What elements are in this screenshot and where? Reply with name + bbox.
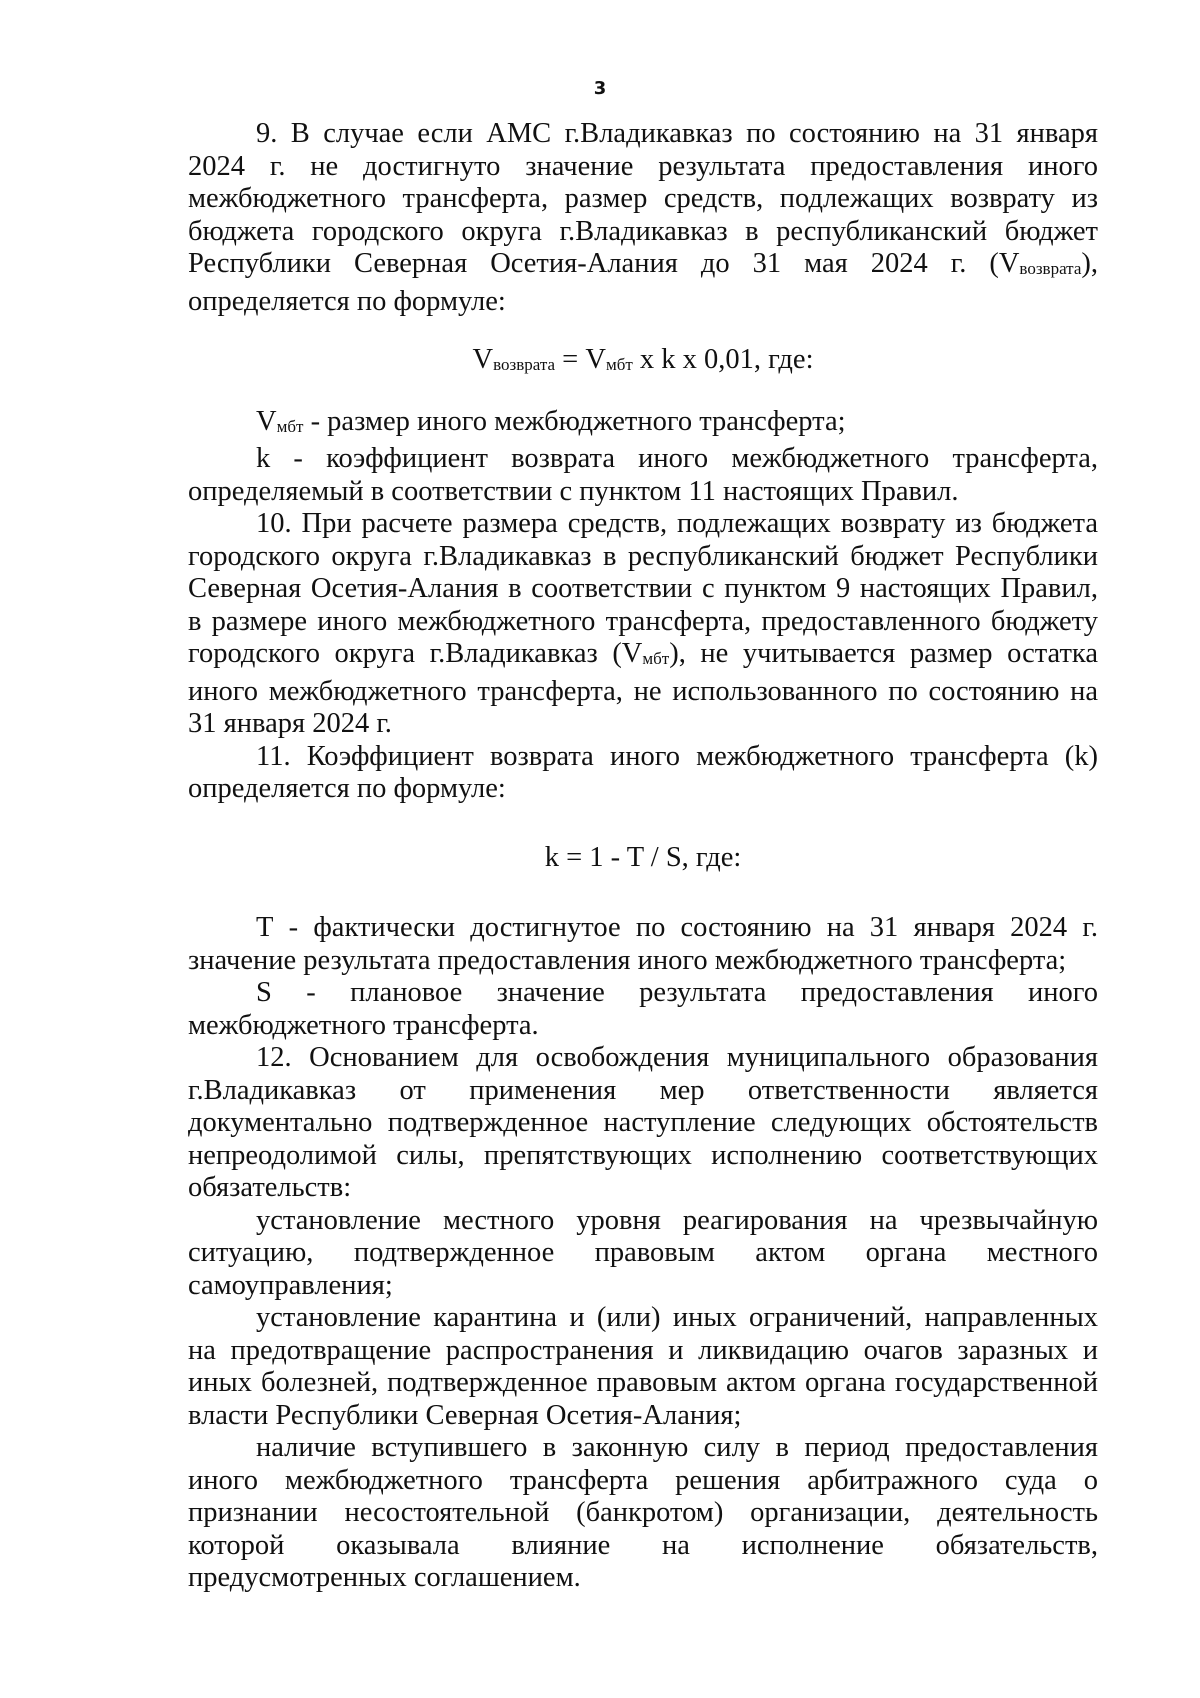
formula-sub-vozvrata: возврата bbox=[493, 355, 556, 374]
paragraph-9 bbox=[188, 118, 1098, 318]
paragraph-11: 11. Коэффициент возврата иного межбюджетного трансферта (k) определяется по формуле: bbox=[188, 740, 1098, 804]
formula-sub-mbt: мбт bbox=[605, 355, 633, 374]
subscript-vozvrata: возврата bbox=[1019, 259, 1082, 278]
formula-var-v: V bbox=[472, 344, 494, 375]
formula-coefficient: k = 1 - T / S, где: bbox=[544, 841, 742, 873]
paragraph-10-sub: мбт bbox=[642, 649, 670, 668]
page-number: 3 bbox=[593, 78, 607, 99]
definition-vmbt-var: V bbox=[256, 405, 277, 437]
paragraph-10 bbox=[188, 508, 1098, 741]
paragraph-9-end: ), определяется по формуле: bbox=[188, 248, 1098, 317]
definition-vmbt-text: - размер иного межбюджетного трансферта; bbox=[303, 405, 846, 437]
list-item-quarantine: установление карантина и (или) иных ограничений, направленных на предотвращение распространения и ликвидацию очагов заразных и иных болезней, подтвержденное правовым актом органа государственной власти Республики Северная Осетия-Алания; bbox=[188, 1302, 1098, 1431]
paragraph-9-text: 9. В случае если АМС г.Владикавказ по состоянию на 31 января 2024 г. не достигнуто значение результата предоставления иного межбюджетного трансферта, размер средств, подлежащих возврату из бюджета городского округа г.Владикавказ в республиканский бюджет Республики Северная Осетия-Алания до 31 мая 2024 г. (V bbox=[188, 118, 1098, 279]
definition-vmbt-sub: мбт bbox=[276, 416, 304, 436]
definition-k: k - коэффициент возврата иного межбюджетного трансферта, определяемый в соответствии с пунктом 11 настоящих Правил. bbox=[188, 443, 1098, 507]
formula-rest: x k x 0,01, где: bbox=[632, 344, 814, 375]
list-item-emergency: установление местного уровня реагирования на чрезвычайную ситуацию, подтвержденное правовым актом органа местного самоуправления; bbox=[188, 1204, 1098, 1301]
definition-T: Т - фактически достигнутое по состоянию на 31 января 2024 г. значение результата предоставления иного межбюджетного трансферта; bbox=[188, 912, 1098, 976]
list-item-bankruptcy: наличие вступившего в законную силу в период предоставления иного межбюджетного трансферта решения арбитражного суда о признании несостоятельной (банкротом) организации, деятельность которой оказывала влияние на исполнение обязательств, предусмотренных соглашением. bbox=[188, 1432, 1098, 1593]
definition-vmbt bbox=[188, 406, 1098, 444]
definition-S: S - плановое значение результата предоставления иного межбюджетного трансферта. bbox=[188, 977, 1098, 1041]
document-body bbox=[188, 118, 1098, 1595]
formula-return-amount bbox=[188, 344, 1098, 382]
paragraph-10-text: 10. При расчете размера средств, подлежащих возврату из бюджета городского округа г.Владикавказ в республиканский бюджет Республики Северная Осетия-Алания в соответствии с пунктом 9 настоящих Правил, в размере иного межбюджетного трансферта, предоставленного бюджету городского округа г.Владикавказ (V bbox=[188, 508, 1098, 669]
paragraph-10-end: ), не учитывается размер остатка иного межбюджетного трансферта, не использованного по состоянию на 31 января 2024 г. bbox=[188, 638, 1098, 739]
paragraph-12: 12. Основанием для освобождения муниципального образования г.Владикавказ от применения мер ответственности является документально подтвержденное наступление следующих обстоятельств непреодолимой силы, препятствующих исполнению соответствующих обязательств: bbox=[188, 1042, 1098, 1203]
formula-equals-v: = V bbox=[555, 344, 606, 375]
